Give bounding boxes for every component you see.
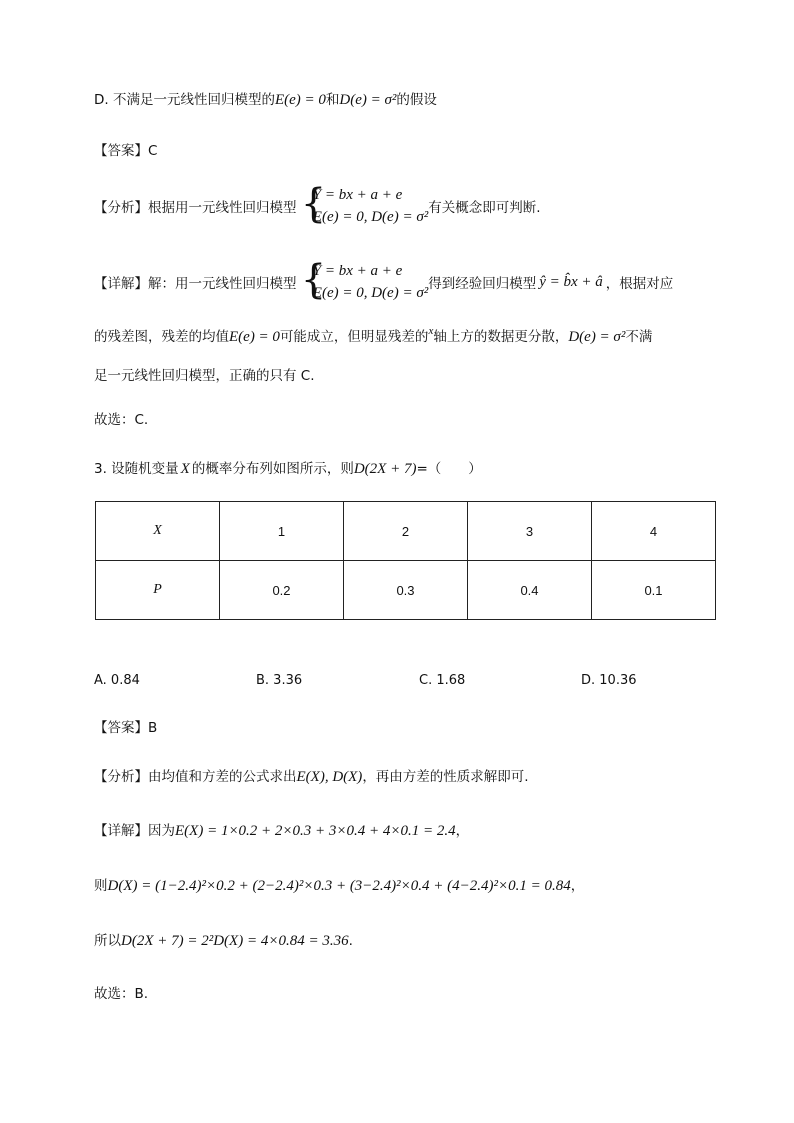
analysis-3-suffix: ，再由方差的性质求解即可. [362, 769, 529, 785]
option-a: A. 0.84 [94, 673, 140, 688]
table-cell: 0.3 [344, 561, 468, 620]
detail-3-line-1 [94, 819, 469, 840]
answer-1-tag: 【答案】 [94, 143, 148, 159]
question-3-expr: D(2X + 7) [353, 461, 417, 477]
detail-1-suffix: ，根据对应 [605, 276, 674, 292]
table-cell: 0.4 [468, 561, 592, 620]
detail-1-eq-top: Y = bx + a + e [312, 263, 403, 279]
left-brace-icon: { [300, 181, 327, 227]
option-c: C. 1.68 [419, 673, 466, 688]
option-d: D. 10.36 [581, 673, 637, 688]
detail-1-model: ŷ = b̂x + â [539, 273, 603, 290]
detail-1-line-2 [94, 325, 652, 346]
detail-1-line-3: 足一元线性回归模型，正确的只有 C. [94, 368, 315, 384]
detail-1-mid: 得到经验回归模型 [428, 276, 537, 292]
table-cell: 0.2 [220, 561, 344, 620]
table-cell: 3 [468, 502, 592, 561]
detail-3-line-2 [94, 874, 584, 895]
table-row-p [96, 561, 716, 620]
question-3-mid: 的概率分布列如图所示，则 [191, 461, 354, 477]
option-d-prefix: D. 不满足一元线性回归模型的 [94, 92, 275, 108]
option-d-mid: 和 [325, 92, 340, 108]
analysis-3-line [94, 765, 529, 786]
detail-1-text-c: 轴上方的数据更分散， [433, 329, 569, 345]
question-3-var: X [180, 461, 190, 477]
analysis-1-tag: 【分析】 [94, 200, 148, 216]
left-brace-icon: { [300, 257, 327, 303]
detail-3-line-1-math: E(X) = 1×0.2 + 2×0.3 + 3×0.4 + 4×0.1 = 2.4 [175, 823, 456, 839]
detail-1-prefix: 解：用一元线性回归模型 [148, 276, 297, 292]
choice-1-line: 故选：C. [94, 412, 149, 428]
detail-1-text-b: 可能成立，但明显残差的 [279, 329, 429, 345]
analysis-3-prefix: 由均值和方差的公式求出 [148, 769, 297, 785]
option-d-line [94, 88, 437, 109]
detail-1-eq-bottom: E(e) = 0, D(e) = σ² [312, 285, 429, 301]
detail-1-text-d: 不满 [625, 329, 653, 345]
option-d-math-variance: D(e) = σ² [339, 92, 397, 108]
analysis-1-eq-top: Y = bx + a + e [312, 187, 403, 203]
detail-3-line-3 [94, 929, 353, 950]
answer-1-value: C [148, 143, 158, 159]
answer-3-value: B [148, 720, 158, 736]
detail-3-line-3-math: D(2X + 7) = 2²D(X) = 4×0.84 = 3.36 [121, 933, 349, 949]
analysis-3-math: E(X), D(X) [296, 769, 363, 785]
detail-1-line-1 [94, 257, 674, 304]
detail-3-line-3-prefix: 所以 [94, 933, 121, 949]
table-cell: P [96, 561, 220, 620]
analysis-1-line [94, 181, 541, 228]
answer-1-line [94, 139, 157, 159]
table-cell: 0.1 [592, 561, 716, 620]
choice-3-line: 故选：B. [94, 986, 149, 1002]
probability-distribution-table [95, 501, 716, 620]
table-cell: 2 [344, 502, 468, 561]
table-row-x [96, 502, 716, 561]
detail-3-line-1-suffix: ， [455, 823, 470, 839]
detail-3-line-2-prefix: 则 [94, 878, 108, 894]
question-3-prefix: 3. 设随机变量 [94, 461, 179, 477]
analysis-3-tag: 【分析】 [94, 769, 148, 785]
detail-1-tag: 【详解】 [94, 276, 148, 292]
analysis-1-equation-system [300, 181, 429, 228]
detail-1-text-a: 的残差图，残差的均值 [94, 329, 229, 345]
detail-3-line-1-prefix: 因为 [148, 823, 175, 839]
detail-1-math-variance: D(e) = σ² [568, 329, 626, 345]
detail-1-math-mean: E(e) = 0 [229, 329, 280, 345]
answer-3-line [94, 716, 157, 736]
option-d-suffix: 的假设 [396, 92, 437, 108]
answer-3-tag: 【答案】 [94, 720, 148, 736]
question-3-line [94, 457, 482, 478]
option-b: B. 3.36 [256, 673, 303, 688]
detail-3-line-2-math: D(X) = (1−2.4)²×0.2 + (2−2.4)²×0.3 + (3−2.4)²×0.4 + (4−2.4)²×0.1 = 0.84 [107, 878, 571, 894]
table-cell: 1 [220, 502, 344, 561]
analysis-1-suffix: 有关概念即可判断. [428, 200, 541, 216]
table-cell: 4 [592, 502, 716, 561]
detail-1-x-var: x [428, 325, 434, 337]
option-d-math-mean: E(e) = 0 [274, 92, 326, 108]
detail-1-equation-system [300, 257, 429, 304]
detail-3-line-3-suffix: . [348, 933, 353, 949]
question-3-suffix: =（ ） [416, 461, 482, 477]
detail-3-tag: 【详解】 [94, 823, 148, 839]
analysis-1-eq-bottom: E(e) = 0, D(e) = σ² [312, 209, 429, 225]
analysis-1-prefix: 根据用一元线性回归模型 [148, 200, 297, 216]
table-cell: X [96, 502, 220, 561]
detail-3-line-2-suffix: ， [570, 878, 585, 894]
